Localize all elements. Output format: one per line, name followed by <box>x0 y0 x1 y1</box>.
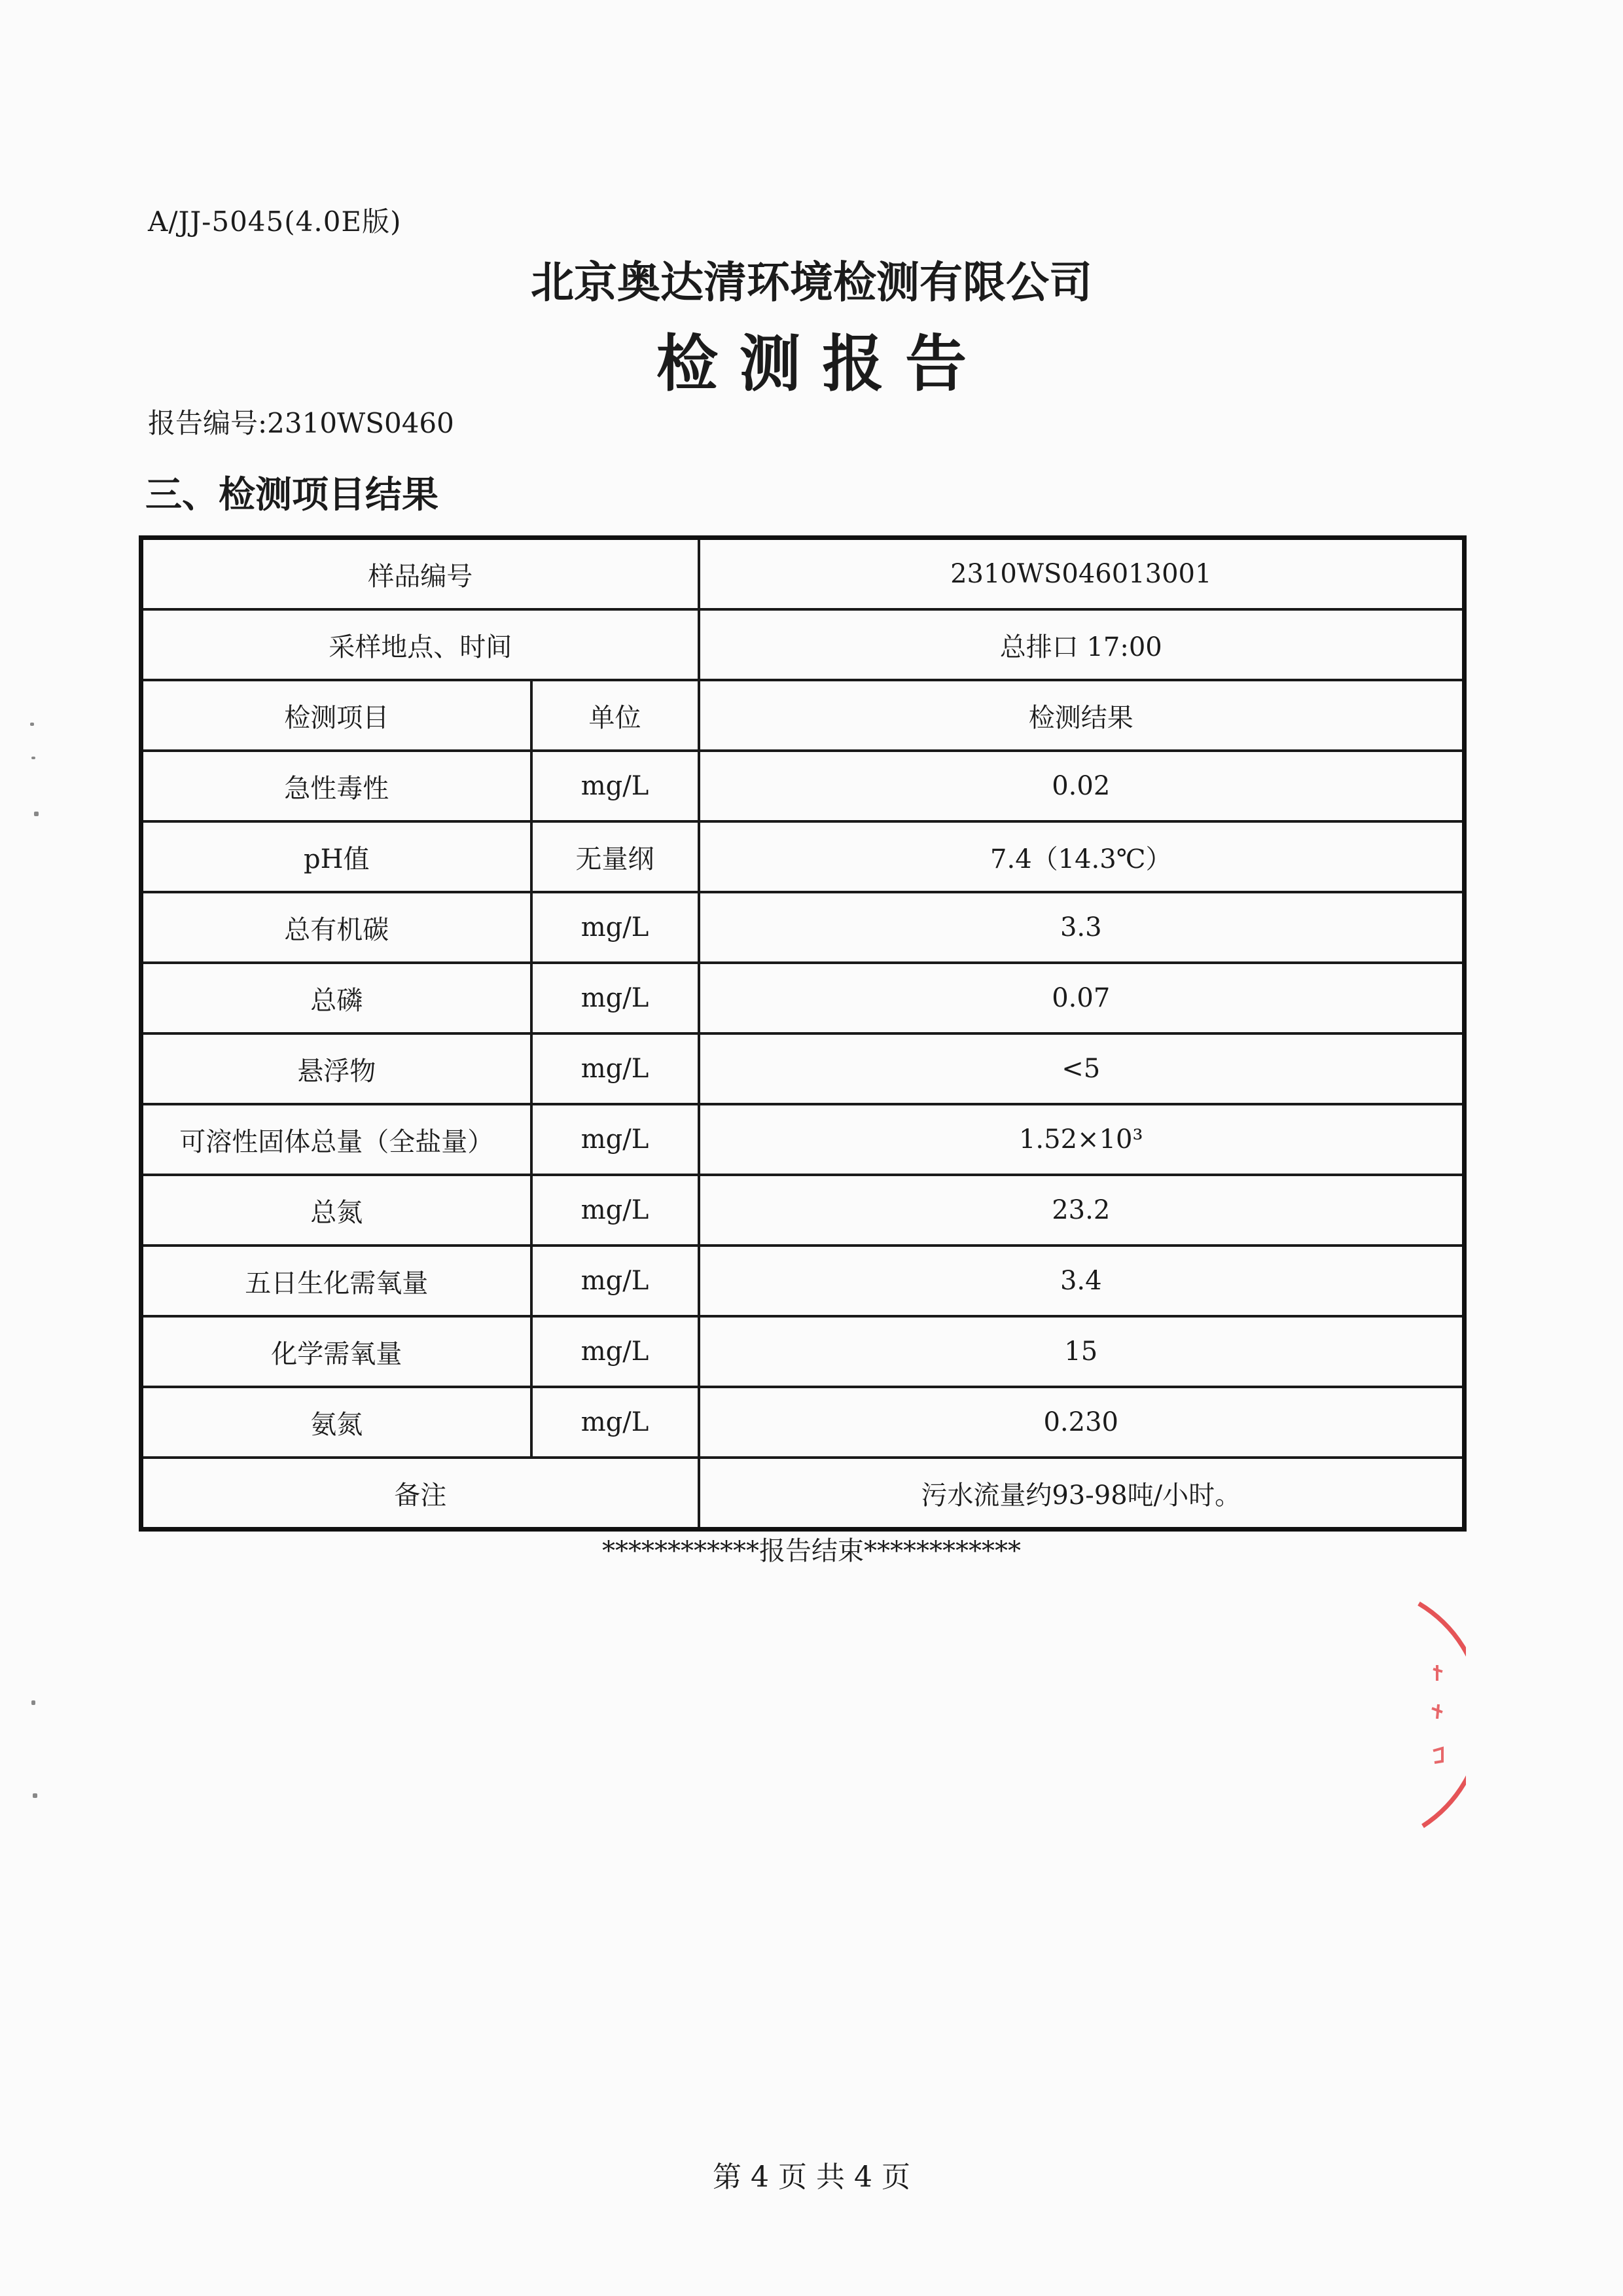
site-value: 总排口 17:00 <box>699 609 1465 680</box>
item-cell: 急性毒性 <box>141 751 531 821</box>
table-row <box>141 963 1465 1033</box>
result-cell: 0.230 <box>699 1387 1465 1458</box>
table-row <box>141 1104 1465 1175</box>
result-cell: 23.2 <box>699 1175 1465 1246</box>
table-header-row <box>141 680 1465 751</box>
unit-cell: mg/L <box>531 963 699 1033</box>
col-result-header: 检测结果 <box>699 680 1465 751</box>
table-row <box>141 1387 1465 1458</box>
unit-cell: mg/L <box>531 892 699 963</box>
form-code: A/JJ-5045(4.0E版) <box>148 206 402 238</box>
sample-no-label: 样品编号 <box>141 538 699 610</box>
scan-mark <box>34 812 39 816</box>
section-title: 三、检测项目结果 <box>145 474 438 516</box>
result-cell: 0.02 <box>699 751 1465 821</box>
item-cell: 总磷 <box>141 963 531 1033</box>
page-number: 第 4 页 共 4 页 <box>713 2161 910 2194</box>
unit-cell: mg/L <box>531 1104 699 1175</box>
scan-mark <box>31 1700 35 1705</box>
col-item-header: 检测项目 <box>141 680 531 751</box>
scan-mark <box>30 723 34 726</box>
scan-mark <box>33 1793 37 1798</box>
remark-label: 备注 <box>141 1458 699 1530</box>
site-label: 采样地点、时间 <box>141 609 699 680</box>
unit-cell: mg/L <box>531 1246 699 1316</box>
unit-cell: mg/L <box>531 751 699 821</box>
unit-cell: mg/L <box>531 1316 699 1387</box>
result-cell: 15 <box>699 1316 1465 1387</box>
table-row <box>141 1316 1465 1387</box>
report-number: 报告编号:2310WS0460 <box>148 407 454 439</box>
table-row <box>141 821 1465 892</box>
item-cell: 化学需氧量 <box>141 1316 531 1387</box>
item-cell: 总有机碳 <box>141 892 531 963</box>
sample-no-value: 2310WS046013001 <box>699 538 1465 610</box>
result-cell: <5 <box>699 1033 1465 1104</box>
seal-stamp-icon <box>1414 1597 1466 1833</box>
table-row <box>141 1246 1465 1316</box>
item-cell: 悬浮物 <box>141 1033 531 1104</box>
result-cell: 3.4 <box>699 1246 1465 1316</box>
results-table <box>139 535 1467 1532</box>
table-row <box>141 1175 1465 1246</box>
table-row <box>141 609 1465 680</box>
result-cell: 1.52×10³ <box>699 1104 1465 1175</box>
result-cell: 0.07 <box>699 963 1465 1033</box>
table-row <box>141 892 1465 963</box>
item-cell: 五日生化需氧量 <box>141 1246 531 1316</box>
col-unit-header: 单位 <box>531 680 699 751</box>
report-end-line: ************报告结束************ <box>602 1536 1021 1566</box>
table-row <box>141 751 1465 821</box>
table-row <box>141 538 1465 610</box>
scan-mark <box>31 757 35 759</box>
table-row <box>141 1033 1465 1104</box>
unit-cell: mg/L <box>531 1175 699 1246</box>
company-name: 北京奥达清环境检测有限公司 <box>531 257 1092 308</box>
unit-cell: 无量纲 <box>531 821 699 892</box>
result-cell: 3.3 <box>699 892 1465 963</box>
unit-cell: mg/L <box>531 1387 699 1458</box>
table-row <box>141 1458 1465 1530</box>
unit-cell: mg/L <box>531 1033 699 1104</box>
item-cell: pH值 <box>141 821 531 892</box>
item-cell: 氨氮 <box>141 1387 531 1458</box>
remark-value: 污水流量约93-98吨/小时。 <box>699 1458 1465 1530</box>
result-cell: 7.4（14.3℃） <box>699 821 1465 892</box>
item-cell: 总氮 <box>141 1175 531 1246</box>
item-cell: 可溶性固体总量（全盐量） <box>141 1104 531 1175</box>
document-title: 检 测 报 告 <box>656 329 967 400</box>
